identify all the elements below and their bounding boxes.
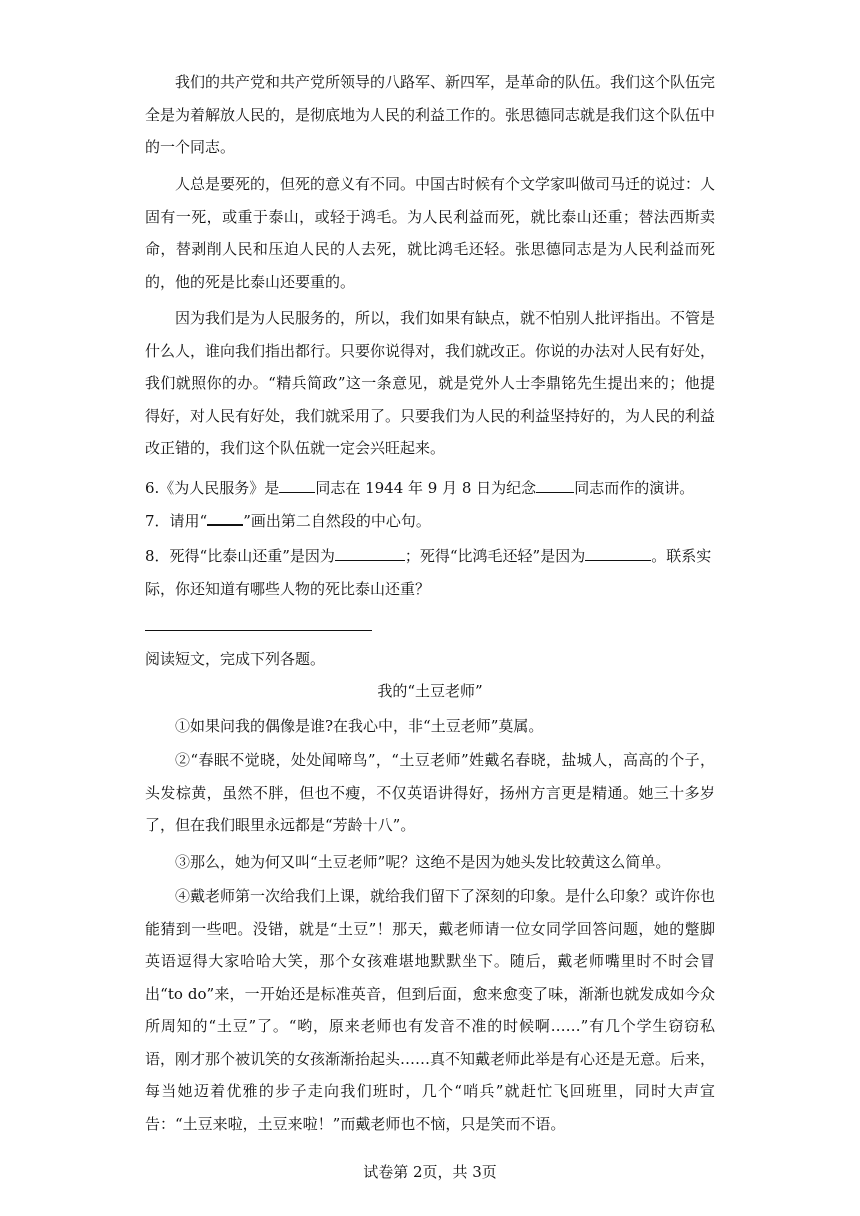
passage2-paragraph-4: ④戴老师第一次给我们上课，就给我们留下了深刻的印象。是什么印象？或许你也能猜到一些吧。没错，就是“土豆”！那天，戴老师请一位女同学回答问题，她的蹩脚英语逗得大家哈哈大笑，那个女孩难堪地默默坐下。随后，戴老师嘴里时不时会冒出“to do”来，一开始还是标准英音，但到后面，愈来愈变了味，渐渐也就发成如今众所周知的“土豆”了。“哟，原来老师也有发音不准的时候啊……”有几个学生窃窃私语，刚才那个被讥笑的女孩渐渐抬起头……真不知戴老师此举是有心还是无意。后来，每当她迈着优雅的步子走向我们班时，几个“哨兵”就赶忙飞回班里，同时大声宣告：“土豆来啦，土豆来啦！”而戴老师也不恼，只是笑而不语。 <box>145 887 716 1133</box>
question-8 <box>145 540 720 605</box>
passage-paragraph-1: 我们的共产党和共产党所领导的八路军、新四军，是革命的队伍。我们这个队伍完全是为着解放人民的，是彻底地为人民的利益工作的。张思德同志就是我们这个队伍中的一个同志。 <box>145 73 716 156</box>
question-6 <box>145 472 720 505</box>
passage-title: 我的“土豆老师” <box>377 682 483 700</box>
passage2-paragraph-1: ①如果问我的偶像是谁?在我心中，非“土豆老师”莫属。 <box>175 717 544 735</box>
answer-blank[interactable] <box>279 478 315 493</box>
answer-line[interactable] <box>145 630 372 631</box>
answer-blank[interactable] <box>335 546 405 561</box>
answer-blank[interactable] <box>585 546 651 561</box>
question-8-text-a: 8．死得“比泰山还重”是因为 <box>145 547 335 565</box>
question-7 <box>145 505 720 538</box>
reading-instruction: 阅读短文，完成下列各题。 <box>145 650 326 668</box>
answer-blank[interactable] <box>536 478 574 493</box>
question-6-text-b: 同志在 1944 年 9 月 8 日为纪念 <box>315 479 537 497</box>
passage2-paragraph-2: ②“春眠不觉晓，处处闻啼鸟”，“土豆老师”姓戴名春晓，盐城人，高高的个子，头发棕黄，虽然不胖，但也不瘦，不仅英语讲得好，扬州方言更是精通。她三十多岁了，但在我们眼里永远都是“芳龄十八”。 <box>145 751 715 834</box>
page-footer: 试卷第 2页，共 3页 <box>363 1163 497 1181</box>
question-8-text-b: ；死得“比鸿毛还轻”是因为 <box>404 547 586 565</box>
question-6-text-a: 6.《为人民服务》是 <box>145 479 280 497</box>
question-7-text-a: 7．请用“ <box>145 512 208 530</box>
question-8-text-c: 。联系实际，你还知道有哪些人物的死比泰山还重？ <box>145 547 712 598</box>
underline-symbol <box>207 510 243 526</box>
question-6-text-c: 同志而作的演讲。 <box>574 479 695 497</box>
passage-paragraph-3: 因为我们是为人民服务的，所以，我们如果有缺点，就不怕别人批评指出。不管是什么人，谁向我们指出都行。只要你说得对，我们就改正。你说的办法对人民有好处，我们就照你的办。“精兵简政”这一条意见，就是党外人士李鼎铭先生提出来的；他提得好，对人民有好处，我们就采用了。只要我们为人民的利益坚持好的，为人民的利益改正错的，我们这个队伍就一定会兴旺起来。 <box>145 309 716 457</box>
passage2-paragraph-3: ③那么，她为何又叫“土豆老师”呢？这绝不是因为她头发比较黄这么简单。 <box>175 853 671 871</box>
passage-paragraph-2: 人总是要死的，但死的意义有不同。中国古时候有个文学家叫做司马迁的说过：人固有一死，或重于泰山，或轻于鸿毛。为人民利益而死，就比泰山还重；替法西斯卖命，替剥削人民和压迫人民的人去死，就比鸿毛还轻。张思德同志是为人民利益而死的，他的死是比泰山还要重的。 <box>145 175 716 291</box>
question-7-text-b: ”画出第二自然段的中心句。 <box>243 512 431 530</box>
